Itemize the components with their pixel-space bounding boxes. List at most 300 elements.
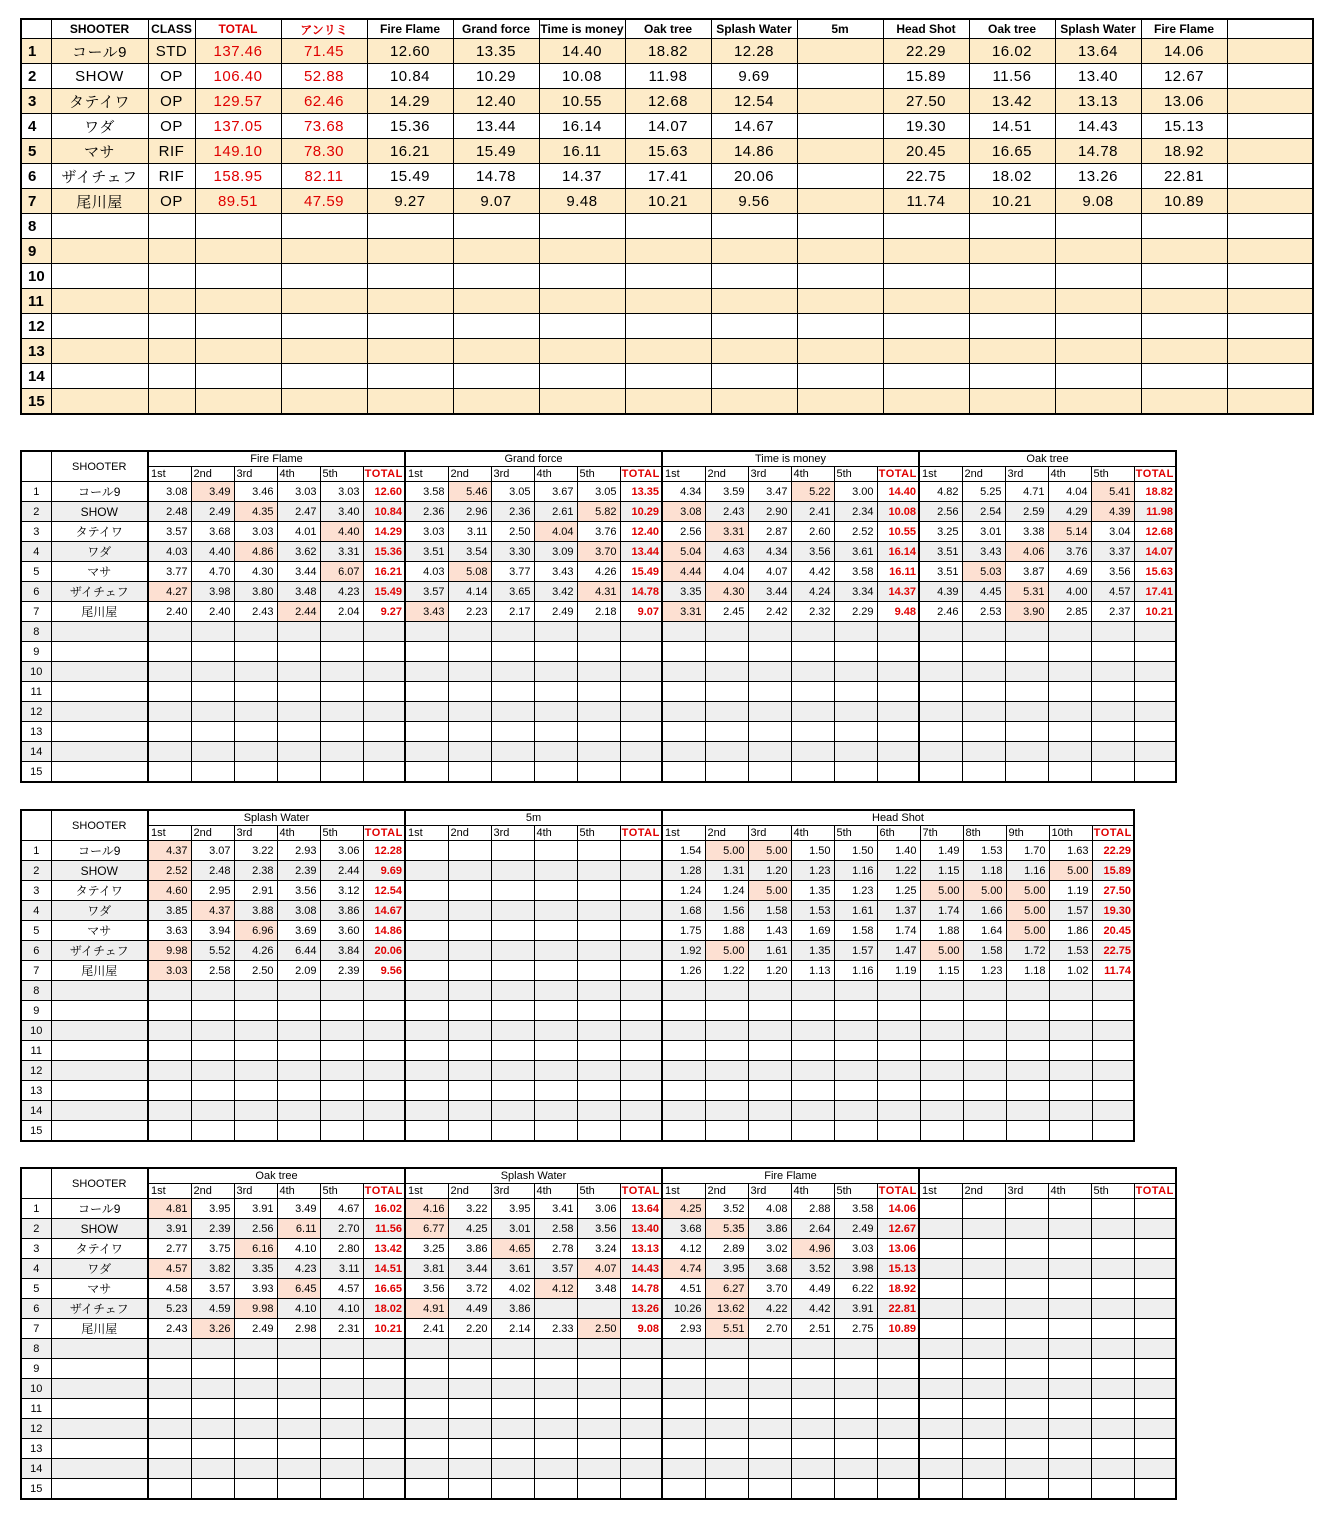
shot-time: 4.24 <box>791 582 834 602</box>
stage-title: Grand force <box>405 451 662 467</box>
shot-time <box>791 1001 834 1021</box>
shot-time <box>834 1041 877 1061</box>
row-number: 3 <box>21 89 51 114</box>
shot-time <box>277 1459 320 1479</box>
shot-time <box>662 1021 705 1041</box>
shot-time <box>705 1021 748 1041</box>
stage-time <box>797 339 883 364</box>
shooter-name: コール9 <box>51 1199 148 1219</box>
shot-time: 9.98 <box>148 941 191 961</box>
shot-time <box>491 1419 534 1439</box>
shot-label: 9th <box>1006 826 1049 841</box>
shot-time: 3.67 <box>534 482 577 502</box>
stage-time <box>797 214 883 239</box>
shot-time: 2.56 <box>662 522 705 542</box>
shot-label: 3rd <box>234 1184 277 1199</box>
row-number: 1 <box>21 39 51 64</box>
shot-time: 1.74 <box>877 921 920 941</box>
shot-time: 2.39 <box>320 961 363 981</box>
shot-time <box>448 722 491 742</box>
shot-time <box>1091 1279 1134 1299</box>
shot-time <box>1006 1101 1049 1121</box>
shooter-name <box>51 339 148 364</box>
row-number: 12 <box>21 1419 51 1439</box>
detail-row <box>21 622 1176 642</box>
stage-total: 9.08 <box>620 1319 662 1339</box>
shot-label: 4th <box>534 1184 577 1199</box>
stage-title: Fire Flame <box>148 451 405 467</box>
shot-label: 3rd <box>491 1184 534 1199</box>
shot-time: 2.49 <box>534 602 577 622</box>
detail-row <box>21 1121 1134 1142</box>
stage-total <box>363 622 405 642</box>
shot-time <box>920 1081 963 1101</box>
stage-time <box>1141 264 1227 289</box>
shot-time: 2.43 <box>234 602 277 622</box>
shot-time: 3.46 <box>234 482 277 502</box>
shot-label: 4th <box>791 826 834 841</box>
shot-time <box>577 1399 620 1419</box>
shot-time <box>963 1001 1006 1021</box>
stage-total: 14.29 <box>363 522 405 542</box>
summary-row <box>21 214 1313 239</box>
shot-time <box>919 1339 962 1359</box>
shot-time <box>791 702 834 722</box>
stage-time <box>625 364 711 389</box>
shot-time: 2.41 <box>405 1319 448 1339</box>
shot-time: 2.89 <box>705 1239 748 1259</box>
shot-time: 3.08 <box>148 482 191 502</box>
shot-time <box>920 1101 963 1121</box>
shot-time <box>448 1041 491 1061</box>
unlimited-time <box>281 289 367 314</box>
shot-time: 4.04 <box>534 522 577 542</box>
shot-time <box>834 622 877 642</box>
shot-label: 3rd <box>1005 467 1048 482</box>
shot-time: 4.03 <box>148 542 191 562</box>
shot-time: 3.08 <box>662 502 705 522</box>
shooter-name: ワダ <box>51 901 148 921</box>
stage-total <box>1092 1041 1134 1061</box>
summary-header-8: Oak tree <box>625 19 711 39</box>
shot-time <box>1091 702 1134 722</box>
shot-time <box>577 1479 620 1500</box>
shot-time <box>834 682 877 702</box>
shot-time <box>1091 762 1134 783</box>
shot-time <box>191 1021 234 1041</box>
shot-time: 4.12 <box>534 1279 577 1299</box>
shot-time <box>705 1339 748 1359</box>
stage-time <box>625 314 711 339</box>
shot-label: 1st <box>919 467 962 482</box>
stage-time <box>539 339 625 364</box>
shot-time <box>534 1021 577 1041</box>
summary-row <box>21 289 1313 314</box>
shot-time: 4.57 <box>320 1279 363 1299</box>
shot-time <box>1091 642 1134 662</box>
shot-time <box>748 742 791 762</box>
row-number: 13 <box>21 339 51 364</box>
stage-time: 11.74 <box>883 189 969 214</box>
shot-time <box>662 1479 705 1500</box>
shot-time: 1.53 <box>791 901 834 921</box>
shot-time: 4.26 <box>577 562 620 582</box>
summary-header-7: Time is money <box>539 19 625 39</box>
shot-time <box>877 981 920 1001</box>
shot-time <box>148 1081 191 1101</box>
shot-time <box>320 762 363 783</box>
shot-time <box>1006 1081 1049 1101</box>
shot-time <box>748 1399 791 1419</box>
stage-title: Fire Flame <box>662 1168 919 1184</box>
row-number: 11 <box>21 1399 51 1419</box>
total-time <box>195 339 281 364</box>
shot-time <box>191 1359 234 1379</box>
shot-time <box>534 1399 577 1419</box>
stage-time: 11.56 <box>969 64 1055 89</box>
shot-time <box>962 762 1005 783</box>
shot-time <box>1005 1399 1048 1419</box>
shot-time: 1.57 <box>834 941 877 961</box>
shot-time <box>1005 702 1048 722</box>
row-number: 7 <box>21 189 51 214</box>
shot-label: 1st <box>662 1184 705 1199</box>
shot-time: 1.47 <box>877 941 920 961</box>
shot-time: 4.42 <box>791 1299 834 1319</box>
shot-time: 5.14 <box>1048 522 1091 542</box>
shot-time <box>1005 722 1048 742</box>
shot-time <box>748 1121 791 1142</box>
shot-time: 2.78 <box>534 1239 577 1259</box>
stage-time <box>797 289 883 314</box>
shot-time: 3.88 <box>234 901 277 921</box>
shot-time <box>1048 1219 1091 1239</box>
shot-time <box>234 1339 277 1359</box>
shot-time <box>705 1121 748 1142</box>
detail-row <box>21 1061 1134 1081</box>
shot-label: 1st <box>148 826 191 841</box>
row-number: 1 <box>21 1199 51 1219</box>
shot-time: 5.23 <box>148 1299 191 1319</box>
stage-time <box>1227 339 1313 364</box>
shooter-class <box>148 314 195 339</box>
stage-time <box>969 314 1055 339</box>
shot-time: 4.37 <box>148 841 191 861</box>
shot-time <box>405 742 448 762</box>
shot-time: 2.56 <box>234 1219 277 1239</box>
stage-time <box>539 214 625 239</box>
shot-time: 2.54 <box>962 502 1005 522</box>
shooter-name: ワダ <box>51 114 148 139</box>
stage-total: 12.67 <box>877 1219 919 1239</box>
shot-time <box>191 981 234 1001</box>
stage-time <box>453 364 539 389</box>
stage-time <box>1227 314 1313 339</box>
stage-total: 16.65 <box>363 1279 405 1299</box>
shot-time <box>320 1459 363 1479</box>
shot-time <box>405 662 448 682</box>
stage-time <box>1227 64 1313 89</box>
shot-time <box>577 1101 620 1121</box>
stage-total <box>620 1359 662 1379</box>
corner-cell <box>21 451 51 482</box>
shot-time <box>834 642 877 662</box>
stage-total: 10.55 <box>877 522 919 542</box>
stage-total <box>1134 662 1176 682</box>
shooter-name: 尾川屋 <box>51 961 148 981</box>
shot-time <box>277 981 320 1001</box>
stage-total <box>877 1439 919 1459</box>
shot-label: 4th <box>1048 467 1091 482</box>
unlimited-time <box>281 214 367 239</box>
stage-time <box>453 289 539 314</box>
stage-total <box>620 881 662 901</box>
stage-total <box>877 1379 919 1399</box>
stage-total: 13.44 <box>620 542 662 562</box>
stage-time: 14.29 <box>367 89 453 114</box>
stage-time: 14.67 <box>711 114 797 139</box>
shooter-name: マサ <box>51 139 148 164</box>
summary-row <box>21 39 1313 64</box>
shooter-class: RIF <box>148 139 195 164</box>
shot-time <box>534 1121 577 1142</box>
stage-time <box>1141 289 1227 314</box>
stage-title: Oak tree <box>148 1168 405 1184</box>
shot-time <box>191 1121 234 1142</box>
row-number: 3 <box>21 881 51 901</box>
shot-time <box>577 642 620 662</box>
detail-row <box>21 662 1176 682</box>
stage-total: 9.07 <box>620 602 662 622</box>
stage-time: 14.78 <box>1055 139 1141 164</box>
stage-time <box>1227 239 1313 264</box>
shot-time <box>1005 1279 1048 1299</box>
detail-table-3 <box>20 1167 1177 1500</box>
stage-time: 16.21 <box>367 139 453 164</box>
stage-time <box>539 389 625 415</box>
shot-time: 3.76 <box>577 522 620 542</box>
shot-time <box>320 1121 363 1142</box>
shot-label: 10th <box>1049 826 1092 841</box>
stage-time <box>1141 389 1227 415</box>
shot-time <box>962 1339 1005 1359</box>
unlimited-time: 62.46 <box>281 89 367 114</box>
shooter-name: コール9 <box>51 841 148 861</box>
stage-time <box>1227 189 1313 214</box>
shooter-class <box>148 364 195 389</box>
detail-row <box>21 1001 1134 1021</box>
shot-time: 3.40 <box>320 502 363 522</box>
shot-time <box>662 981 705 1001</box>
shooter-name: タテイワ <box>51 522 148 542</box>
stage-time: 15.49 <box>453 139 539 164</box>
shot-time <box>919 1359 962 1379</box>
shot-time <box>662 1061 705 1081</box>
shot-time <box>963 1101 1006 1121</box>
shot-time: 1.02 <box>1049 961 1092 981</box>
shot-time <box>877 1041 920 1061</box>
shot-label: 1st <box>148 467 191 482</box>
shot-time <box>234 1479 277 1500</box>
total-time <box>195 364 281 389</box>
stage-time <box>883 264 969 289</box>
shot-time <box>191 1001 234 1021</box>
shot-time: 2.41 <box>791 502 834 522</box>
shot-time: 2.39 <box>277 861 320 881</box>
shooter-name: タテイワ <box>51 881 148 901</box>
shot-label: 5th <box>1091 467 1134 482</box>
shot-time <box>705 1459 748 1479</box>
shot-time <box>1006 1021 1049 1041</box>
shot-time <box>277 1061 320 1081</box>
stage-total: 14.51 <box>363 1259 405 1279</box>
summary-header-9: Splash Water <box>711 19 797 39</box>
shot-time <box>320 1021 363 1041</box>
shooter-name <box>51 1339 148 1359</box>
stage-time: 14.37 <box>539 164 625 189</box>
shot-time: 5.00 <box>705 841 748 861</box>
summary-row <box>21 64 1313 89</box>
stage-total <box>363 722 405 742</box>
shot-time: 3.86 <box>448 1239 491 1259</box>
stage-time: 13.40 <box>1055 64 1141 89</box>
shot-label: 8th <box>963 826 1006 841</box>
shot-time <box>320 662 363 682</box>
shot-time <box>534 1001 577 1021</box>
shot-time <box>1091 1479 1134 1500</box>
shot-time: 2.70 <box>748 1319 791 1339</box>
shot-time: 4.23 <box>320 582 363 602</box>
shot-time <box>877 1001 920 1021</box>
shot-time: 1.24 <box>705 881 748 901</box>
shot-time: 5.25 <box>962 482 1005 502</box>
shot-time <box>534 1101 577 1121</box>
shot-time: 4.57 <box>1091 582 1134 602</box>
shot-time <box>405 682 448 702</box>
row-number: 15 <box>21 1479 51 1500</box>
stage-time: 13.64 <box>1055 39 1141 64</box>
shot-time <box>491 961 534 981</box>
shot-time <box>1006 1001 1049 1021</box>
shot-time <box>962 662 1005 682</box>
shot-time <box>748 1041 791 1061</box>
shot-time <box>534 861 577 881</box>
shot-time: 3.72 <box>448 1279 491 1299</box>
shot-time <box>577 1299 620 1319</box>
detail-row <box>21 722 1176 742</box>
stage-time <box>1227 289 1313 314</box>
row-number: 6 <box>21 582 51 602</box>
shot-time <box>320 1001 363 1021</box>
shot-time: 1.49 <box>920 841 963 861</box>
shot-time <box>320 702 363 722</box>
shot-time <box>234 722 277 742</box>
shot-time <box>234 1419 277 1439</box>
row-number: 9 <box>21 1359 51 1379</box>
shot-time <box>148 742 191 762</box>
shot-time <box>148 1419 191 1439</box>
stage-time: 18.02 <box>969 164 1055 189</box>
shot-time <box>448 1359 491 1379</box>
shooter-header: SHOOTER <box>51 1168 148 1199</box>
shot-time <box>577 861 620 881</box>
shot-time <box>320 1359 363 1379</box>
stage-total <box>363 1081 405 1101</box>
stage-time <box>1227 389 1313 415</box>
shot-time <box>1005 1359 1048 1379</box>
shot-time <box>877 1101 920 1121</box>
detail-row <box>21 482 1176 502</box>
shot-time: 2.43 <box>705 502 748 522</box>
detail-row <box>21 881 1134 901</box>
shot-time <box>320 1399 363 1419</box>
shot-time <box>1005 1319 1048 1339</box>
shot-time: 2.40 <box>148 602 191 622</box>
stage-total: 14.78 <box>620 1279 662 1299</box>
shot-label: 4th <box>277 826 320 841</box>
shot-time <box>405 1439 448 1459</box>
shot-time: 3.48 <box>277 582 320 602</box>
shot-time <box>534 1041 577 1061</box>
shot-time: 3.47 <box>748 482 791 502</box>
stage-time <box>797 114 883 139</box>
shooter-name: ザイチェフ <box>51 164 148 189</box>
shot-label: 5th <box>320 1184 363 1199</box>
shot-time <box>1091 662 1134 682</box>
shot-time <box>405 1001 448 1021</box>
row-number: 2 <box>21 1219 51 1239</box>
shot-label: 1st <box>405 826 448 841</box>
shot-time <box>491 921 534 941</box>
shot-time: 1.16 <box>1006 861 1049 881</box>
shot-time: 4.91 <box>405 1299 448 1319</box>
stage-total: 18.02 <box>363 1299 405 1319</box>
shot-time: 5.82 <box>577 502 620 522</box>
shot-time <box>1091 1259 1134 1279</box>
shot-time: 4.03 <box>405 562 448 582</box>
stage-time: 10.21 <box>625 189 711 214</box>
shot-time <box>534 1379 577 1399</box>
row-number: 14 <box>21 1459 51 1479</box>
shot-time <box>1048 702 1091 722</box>
shot-time <box>534 1439 577 1459</box>
stage-total <box>620 722 662 742</box>
shot-time: 5.46 <box>448 482 491 502</box>
shot-time <box>577 1081 620 1101</box>
summary-row <box>21 239 1313 264</box>
shot-time <box>962 742 1005 762</box>
shot-time <box>1091 1239 1134 1259</box>
shot-time: 1.23 <box>834 881 877 901</box>
shot-time <box>1005 642 1048 662</box>
shot-time: 1.88 <box>705 921 748 941</box>
stage-time <box>1227 139 1313 164</box>
total-time <box>195 264 281 289</box>
stage-total: 9.27 <box>363 602 405 622</box>
shot-time <box>577 981 620 1001</box>
shot-time <box>448 762 491 783</box>
shot-time: 4.08 <box>748 1199 791 1219</box>
shot-time <box>1005 1239 1048 1259</box>
row-number: 10 <box>21 662 51 682</box>
shot-time: 3.05 <box>577 482 620 502</box>
shot-time: 3.31 <box>320 542 363 562</box>
row-number: 2 <box>21 64 51 89</box>
shot-time <box>920 1021 963 1041</box>
stage-time <box>453 314 539 339</box>
shot-time: 5.31 <box>1005 582 1048 602</box>
shot-time: 3.25 <box>405 1239 448 1259</box>
